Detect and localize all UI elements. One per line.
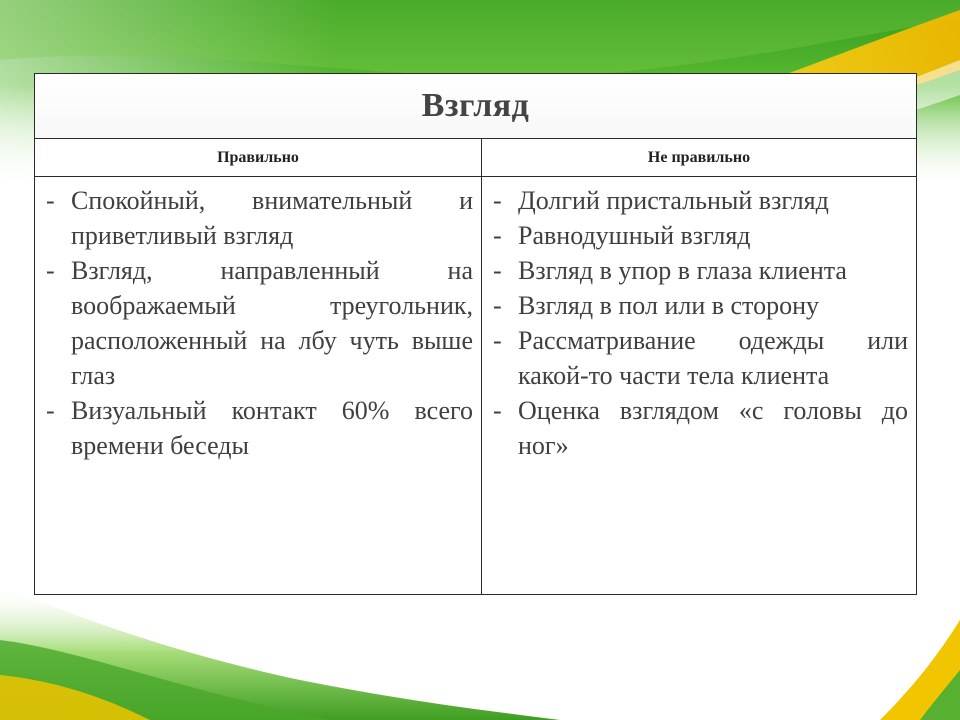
column-header-correct — [35, 139, 482, 177]
list-item-text: Взгляд в упор в глаза клиента — [518, 256, 847, 285]
correct-column-cell — [35, 177, 482, 595]
bullet-dash: - — [493, 186, 502, 215]
list-item-text: Рассматривание одежды или какой-то части тела клиента — [518, 326, 909, 390]
list-item — [43, 393, 473, 463]
bullet-dash: - — [493, 326, 502, 355]
list-item-text: Равнодушный взгляд — [518, 221, 751, 250]
slide-title: Взгляд — [421, 87, 530, 124]
bullet-dash: - — [493, 256, 502, 285]
list-item-text: Визуальный контакт 60% всего времени беседы — [71, 396, 473, 460]
list-item — [490, 393, 908, 463]
list-item-text: Взгляд, направленный на воображаемый треугольник, расположенный на лбу чуть выше глаз — [71, 256, 473, 390]
bullet-dash: - — [493, 221, 502, 250]
bullet-dash: - — [493, 396, 502, 425]
list-item — [43, 183, 473, 253]
list-item — [490, 253, 908, 288]
list-item — [43, 253, 473, 393]
comparison-table — [34, 73, 917, 595]
content-table-wrapper — [34, 73, 916, 595]
list-item-text: Спокойный, внимательный и приветливый взгляд — [71, 186, 473, 250]
bullet-dash: - — [493, 291, 502, 320]
list-item — [490, 183, 908, 218]
bullet-dash: - — [46, 396, 55, 425]
bullet-dash: - — [46, 256, 55, 285]
column-header-incorrect — [482, 139, 917, 177]
correct-list — [43, 183, 473, 463]
list-item — [490, 323, 908, 393]
list-item — [490, 288, 908, 323]
incorrect-list — [490, 183, 908, 463]
list-item — [490, 218, 908, 253]
list-item-text: Взгляд в пол или в сторону — [518, 291, 819, 320]
column-header-incorrect-label: Не правильно — [647, 148, 751, 166]
bullet-dash: - — [46, 186, 55, 215]
table-title-cell — [35, 74, 917, 139]
column-header-correct-label: Правильно — [217, 148, 299, 166]
incorrect-column-cell — [482, 177, 917, 595]
list-item-text: Оценка взглядом «с головы до ног» — [518, 396, 909, 460]
list-item-text: Долгий пристальный взгляд — [518, 186, 829, 215]
